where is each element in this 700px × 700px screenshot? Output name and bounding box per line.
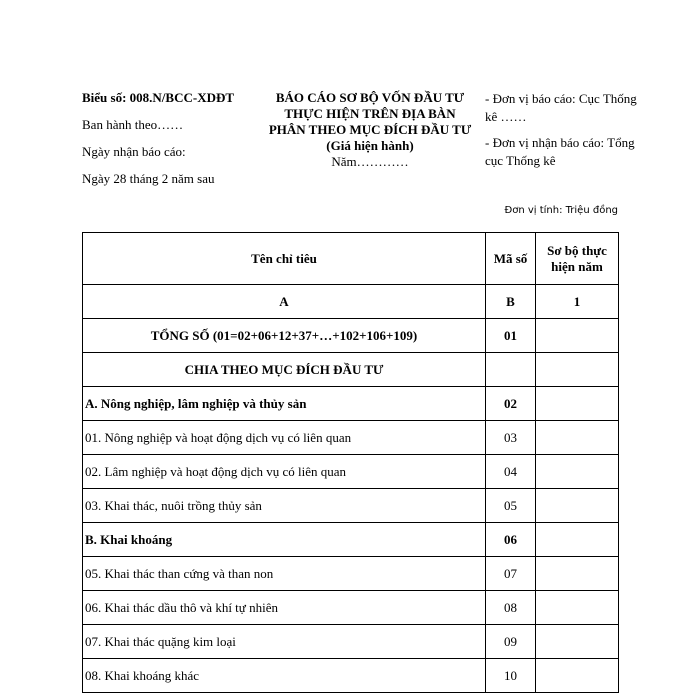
row-name: 06. Khai thác dầu thô và khí tự nhiên [83, 591, 486, 625]
year-line: Năm………… [331, 154, 409, 169]
report-title [252, 90, 488, 170]
report-table [82, 232, 619, 693]
row-code: 03 [486, 421, 536, 455]
row-code: 05 [486, 489, 536, 523]
table-row [83, 625, 619, 659]
table-header-row [83, 233, 619, 285]
row-value[interactable] [536, 523, 619, 557]
table-row [83, 421, 619, 455]
table-row [83, 319, 619, 353]
table-row [83, 659, 619, 693]
row-name: TỔNG SỐ (01=02+06+12+37+…+102+106+109) [83, 319, 486, 353]
row-code: 02 [486, 387, 536, 421]
row-value[interactable] [536, 659, 619, 693]
receiving-unit: - Đơn vị nhận báo cáo: Tổng cục Thống kê [485, 135, 635, 168]
row-name: 02. Lâm nghiệp và hoạt động dịch vụ có liên quan [83, 455, 486, 489]
header-name: Tên chỉ tiêu [83, 233, 486, 285]
row-value[interactable] [536, 353, 619, 387]
table-row [83, 523, 619, 557]
form-info [82, 90, 272, 198]
table-row [83, 591, 619, 625]
table-row [83, 387, 619, 421]
row-code: 04 [486, 455, 536, 489]
header-value: Sơ bộ thực hiện năm [536, 233, 619, 285]
row-code: 10 [486, 659, 536, 693]
unit-note: Đơn vị tính: Triệu đồng [504, 205, 618, 216]
row-code: 07 [486, 557, 536, 591]
row-code: 09 [486, 625, 536, 659]
row-value[interactable] [536, 421, 619, 455]
title-line-1: BÁO CÁO SƠ BỘ VỐN ĐẦU TƯ [275, 90, 465, 105]
row-code [486, 353, 536, 387]
table-row [83, 455, 619, 489]
row-name: B. Khai khoáng [83, 523, 486, 557]
receive-date-label: Ngày nhận báo cáo: [82, 144, 186, 159]
title-line-4: (Giá hiện hành) [326, 138, 414, 153]
issued-by: Ban hành theo…… [82, 117, 184, 132]
unit-info [485, 90, 645, 178]
index-row [83, 285, 619, 319]
row-name: 03. Khai thác, nuôi trồng thủy sản [83, 489, 486, 523]
row-code: 08 [486, 591, 536, 625]
row-name: 07. Khai thác quặng kim loại [83, 625, 486, 659]
table-row [83, 489, 619, 523]
row-value[interactable] [536, 591, 619, 625]
row-name: 08. Khai khoáng khác [83, 659, 486, 693]
row-name: CHIA THEO MỤC ĐÍCH ĐẦU TƯ [83, 353, 486, 387]
header-code: Mã số [486, 233, 536, 285]
row-value[interactable] [536, 489, 619, 523]
row-name: 05. Khai thác than cứng và than non [83, 557, 486, 591]
row-name: A. Nông nghiệp, lâm nghiệp và thủy sản [83, 387, 486, 421]
receive-date: Ngày 28 tháng 2 năm sau [82, 171, 215, 186]
row-value[interactable] [536, 455, 619, 489]
reporting-unit: - Đơn vị báo cáo: Cục Thống kê …… [485, 91, 637, 124]
row-value[interactable] [536, 625, 619, 659]
index-name: A [83, 285, 486, 319]
title-line-3: PHÂN THEO MỤC ĐÍCH ĐẦU TƯ [268, 122, 472, 137]
index-code: B [486, 285, 536, 319]
index-value: 1 [536, 285, 619, 319]
row-value[interactable] [536, 387, 619, 421]
row-name: 01. Nông nghiệp và hoạt động dịch vụ có liên quan [83, 421, 486, 455]
table-row [83, 353, 619, 387]
title-line-2: THỰC HIỆN TRÊN ĐỊA BÀN [284, 106, 456, 121]
row-value[interactable] [536, 557, 619, 591]
row-code: 01 [486, 319, 536, 353]
form-code: Biểu số: 008.N/BCC-XDĐT [82, 90, 235, 105]
table-row [83, 557, 619, 591]
row-value[interactable] [536, 319, 619, 353]
row-code: 06 [486, 523, 536, 557]
